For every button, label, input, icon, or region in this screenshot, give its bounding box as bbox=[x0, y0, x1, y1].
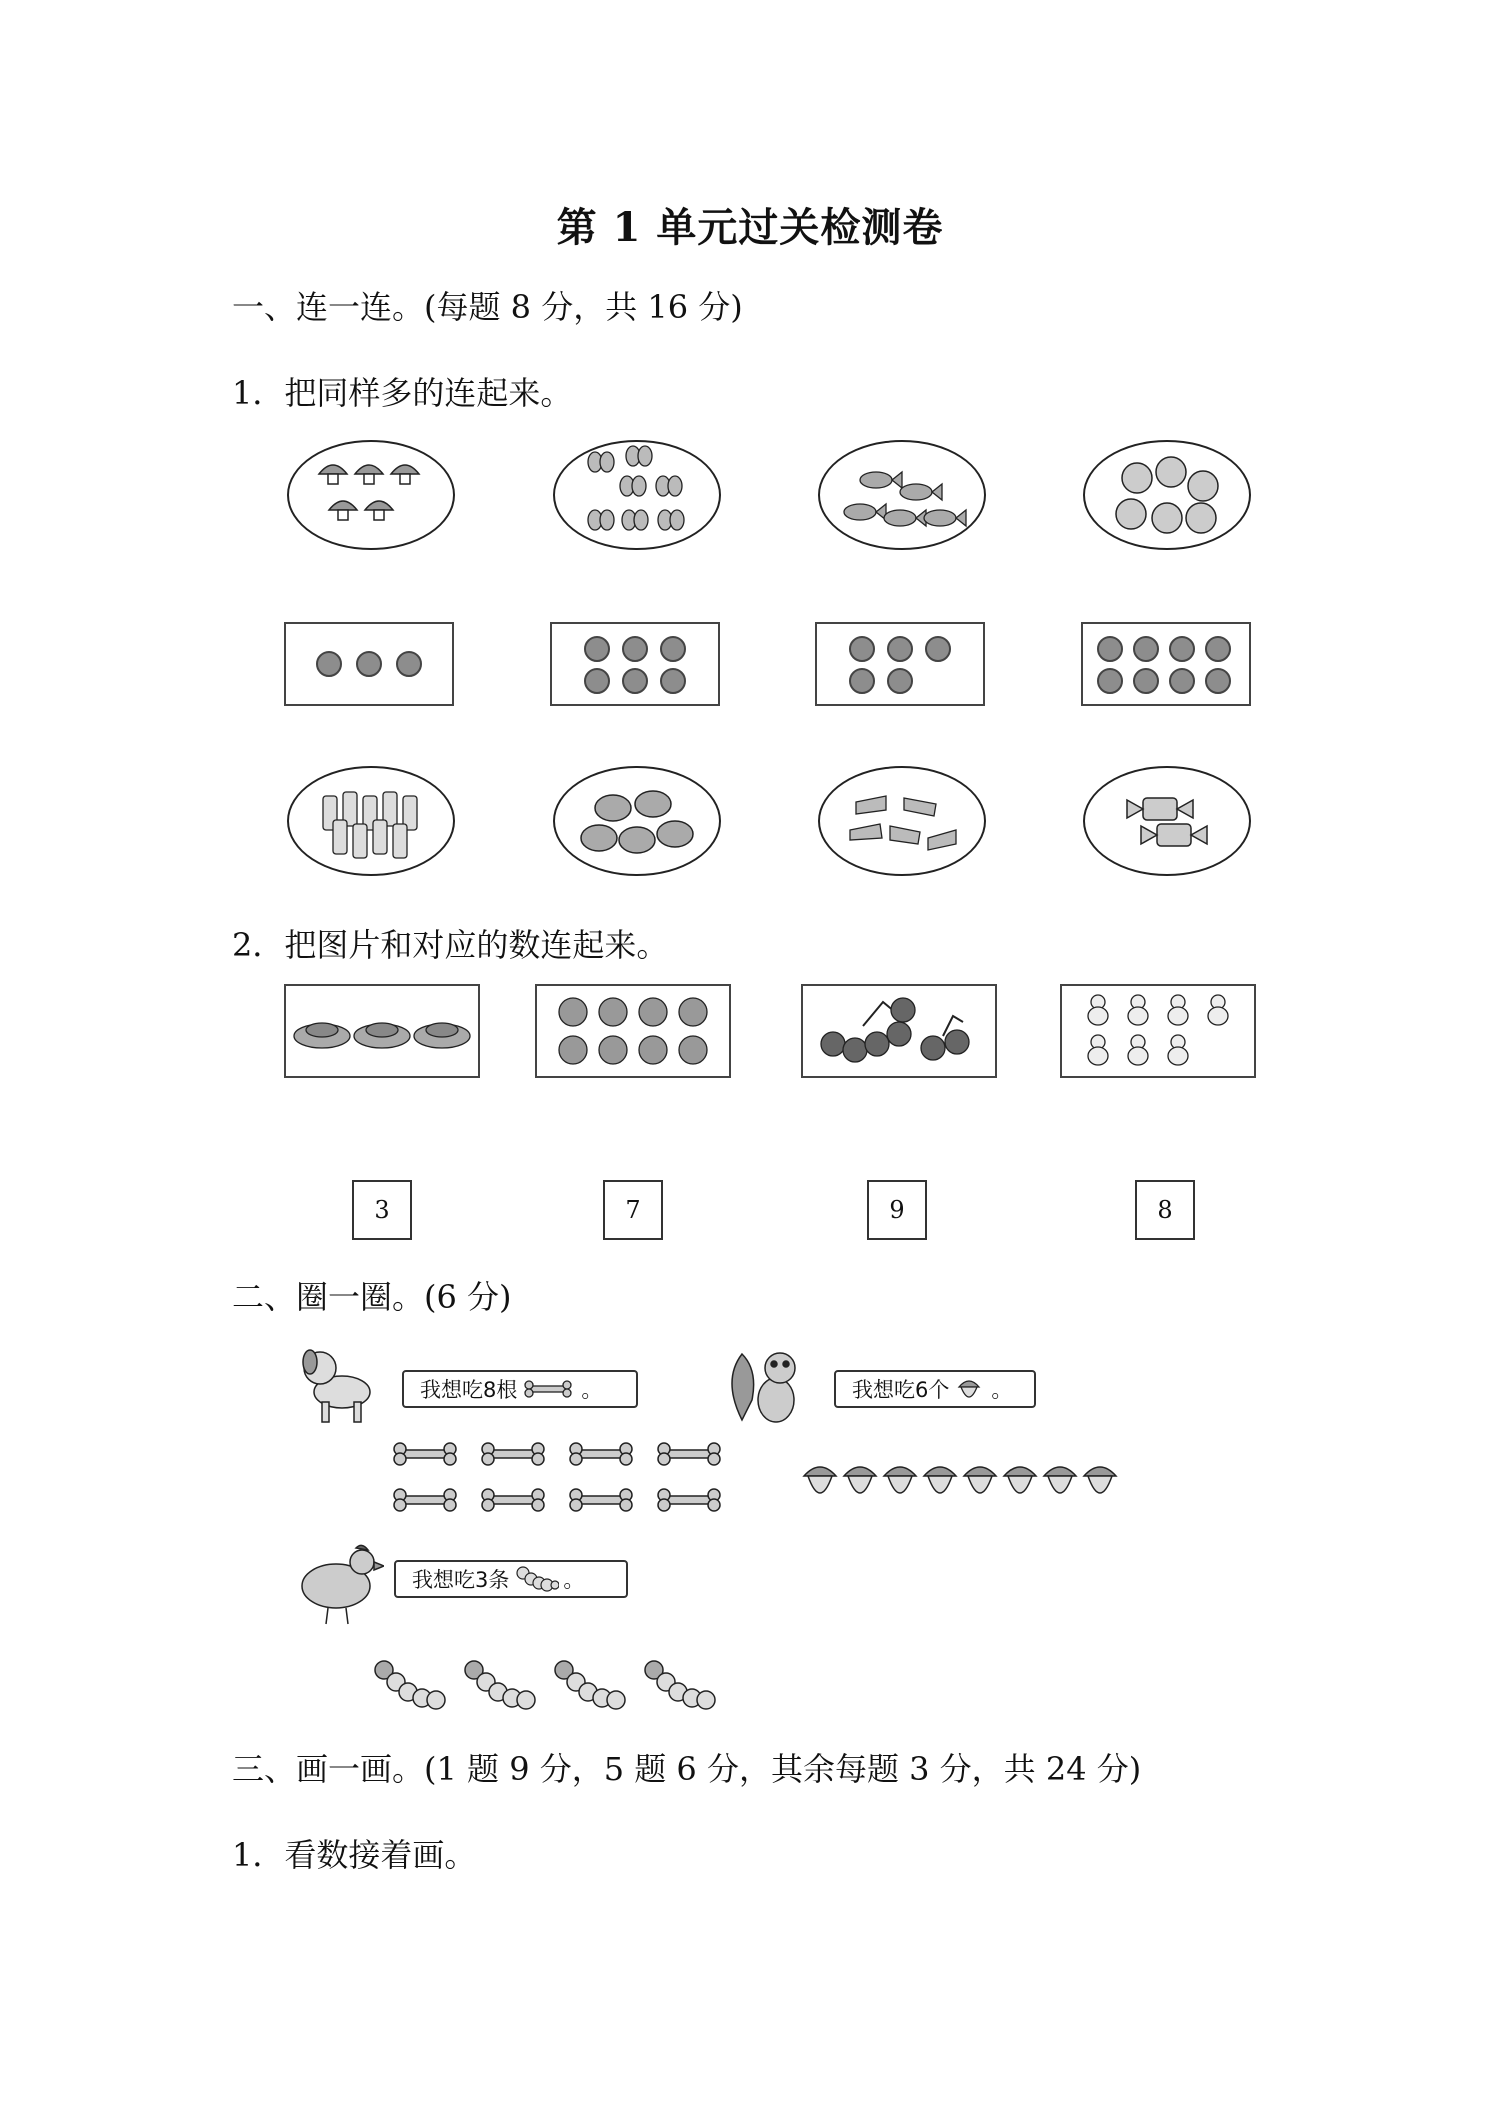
q2-prompt: 2．把图片和对应的数连起来。 bbox=[232, 926, 669, 964]
oval-mushrooms[interactable] bbox=[287, 440, 455, 550]
oval-potatoes[interactable] bbox=[553, 766, 721, 876]
picture-box-fish-plates[interactable] bbox=[284, 984, 480, 1078]
dot bbox=[1205, 636, 1231, 662]
bones-group bbox=[388, 1434, 732, 1522]
oval-bottles[interactable] bbox=[287, 766, 455, 876]
dot-box-3[interactable] bbox=[284, 622, 454, 706]
dot bbox=[1097, 668, 1123, 694]
number-box-2[interactable]: 7 bbox=[603, 1180, 663, 1240]
dot bbox=[849, 668, 875, 694]
acorns-group bbox=[800, 1454, 1130, 1514]
oval-fish[interactable] bbox=[818, 440, 986, 550]
dog-bubble-text: 我想吃8根 bbox=[420, 1378, 518, 1402]
oval-cake-slices[interactable] bbox=[818, 766, 986, 876]
dot bbox=[356, 651, 382, 677]
hen-speech-bubble bbox=[394, 1560, 628, 1598]
dot bbox=[584, 636, 610, 662]
picture-box-peaches[interactable] bbox=[535, 984, 731, 1078]
caterpillar-icons bbox=[370, 1654, 750, 1720]
candy-icons bbox=[1085, 768, 1249, 874]
hen-bubble-text: 我想吃3条 bbox=[412, 1568, 510, 1592]
dot bbox=[887, 636, 913, 662]
bone-icon bbox=[523, 1380, 573, 1398]
oval-butterflies[interactable] bbox=[553, 440, 721, 550]
dot bbox=[584, 668, 610, 694]
dot bbox=[887, 668, 913, 694]
number-box-4[interactable]: 8 bbox=[1135, 1180, 1195, 1240]
doll-icons bbox=[1062, 986, 1254, 1076]
caterpillars-group bbox=[370, 1654, 750, 1720]
squirrel-bubble-end: 。 bbox=[991, 1378, 1013, 1402]
squirrel-icon bbox=[722, 1340, 814, 1432]
squirrel-bubble-text: 我想吃6个 bbox=[852, 1378, 950, 1402]
dot bbox=[849, 636, 875, 662]
dog-icon bbox=[292, 1340, 382, 1430]
dot bbox=[1169, 668, 1195, 694]
dot bbox=[622, 668, 648, 694]
acorn-icon bbox=[955, 1375, 983, 1403]
caterpillar-icon bbox=[515, 1565, 559, 1593]
hen-icon bbox=[292, 1540, 384, 1628]
dot bbox=[1133, 668, 1159, 694]
page-title: 第 1 单元过关检测卷 bbox=[556, 204, 944, 251]
oval-candies[interactable] bbox=[1083, 766, 1251, 876]
apple-icons bbox=[1085, 442, 1249, 548]
dog-bubble-end: 。 bbox=[581, 1378, 603, 1402]
potato-icons bbox=[555, 768, 719, 874]
mushroom-icons bbox=[289, 442, 453, 548]
section2-heading: 二、圈一圈。(6 分) bbox=[232, 1278, 512, 1316]
squirrel-speech-bubble bbox=[834, 1370, 1036, 1408]
cake-slice-icons bbox=[820, 768, 984, 874]
oval-apples[interactable] bbox=[1083, 440, 1251, 550]
bone-icons bbox=[388, 1434, 732, 1522]
section3-heading: 三、画一画。(1 题 9 分，5 题 6 分，其余每题 3 分，共 24 分) bbox=[232, 1750, 1142, 1788]
dot bbox=[1205, 668, 1231, 694]
dot bbox=[660, 636, 686, 662]
peach-icons bbox=[537, 986, 729, 1076]
butterfly-icons bbox=[555, 442, 719, 548]
fish-icons bbox=[820, 442, 984, 548]
section1-heading: 一、连一连。(每题 8 分，共 16 分) bbox=[232, 288, 743, 326]
dot bbox=[622, 636, 648, 662]
dog-speech-bubble bbox=[402, 1370, 638, 1408]
dot-box-5[interactable] bbox=[815, 622, 985, 706]
bottle-icons bbox=[289, 768, 453, 874]
q1-prompt: 1．把同样多的连起来。 bbox=[232, 374, 573, 412]
dot bbox=[1097, 636, 1123, 662]
hen-bubble-end: 。 bbox=[563, 1568, 585, 1592]
fish-plate-icons bbox=[286, 986, 478, 1076]
dot bbox=[1133, 636, 1159, 662]
dot-box-8[interactable] bbox=[1081, 622, 1251, 706]
picture-box-dolls[interactable] bbox=[1060, 984, 1256, 1078]
dot-box-6[interactable] bbox=[550, 622, 720, 706]
number-box-3[interactable]: 9 bbox=[867, 1180, 927, 1240]
dot bbox=[660, 668, 686, 694]
picture-box-grapes[interactable] bbox=[801, 984, 997, 1078]
dot bbox=[316, 651, 342, 677]
dot bbox=[396, 651, 422, 677]
number-box-1[interactable]: 3 bbox=[352, 1180, 412, 1240]
acorn-icons bbox=[800, 1454, 1130, 1514]
section3-q1-prompt: 1．看数接着画。 bbox=[232, 1836, 477, 1874]
dot bbox=[925, 636, 951, 662]
grape-icons bbox=[803, 986, 995, 1076]
dot bbox=[1169, 636, 1195, 662]
